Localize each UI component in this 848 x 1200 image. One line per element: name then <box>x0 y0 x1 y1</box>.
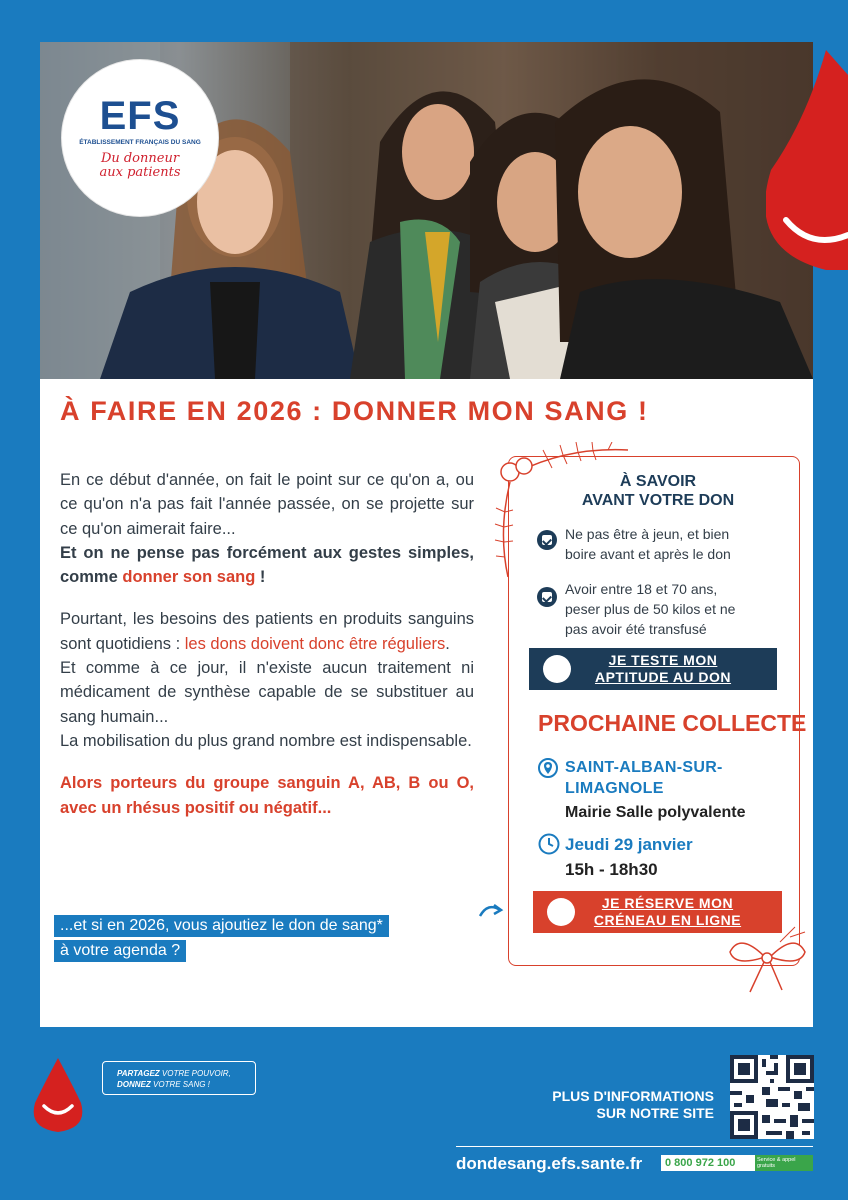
paragraph-intro: En ce début d'année, on fait le point sur ce qu'on a, ou ce qu'on n'a pas fait l'année passée, on se projette sur ce qu'on aimerait faire... <box>60 471 474 538</box>
cursor-click-icon <box>547 898 575 926</box>
arrow-right-icon <box>478 900 504 922</box>
box-title: À SAVOIR AVANT VOTRE DON <box>581 473 735 509</box>
paragraph-simple-gestures: Et on ne pense pas forcément aux gestes simples, comme donner son sang ! <box>60 543 474 587</box>
blood-drop-icon <box>766 50 848 270</box>
test-aptitude-button[interactable]: JE TESTE MON APTITUDE AU DON <box>529 648 777 690</box>
body-text <box>60 468 474 820</box>
location-pin-icon <box>538 758 558 778</box>
page-title: À FAIRE EN 2026 : DONNER MON SANG ! <box>60 396 649 426</box>
highlight-line-1: ...et si en 2026, vous ajoutiez le don de sang* <box>54 915 389 937</box>
reserve-slot-button[interactable]: JE RÉSERVE MON CRÉNEAU EN LIGNE <box>533 891 782 933</box>
logo-tagline: Du donneur aux patients <box>99 151 181 180</box>
check-item-1: Ne pas être à jeun, et bien boire avant et après le don <box>565 526 731 562</box>
hero-photo <box>40 42 813 379</box>
more-info-label: PLUS D'INFORMATIONS SUR NOTRE SITE <box>552 1088 714 1121</box>
website-link[interactable]: dondesang.efs.sante.fr <box>456 1154 643 1173</box>
efs-logo[interactable] <box>62 60 218 216</box>
check-icon <box>537 587 557 607</box>
share-speech-bubble: PARTAGEZ VOTRE POUVOIR, DONNEZ VOTRE SANG ! <box>102 1061 256 1095</box>
bow-decoration <box>720 922 815 997</box>
logo-subtitle: ÉTABLISSEMENT FRANÇAIS DU SANG <box>79 139 201 146</box>
paragraph-no-substitute: Et comme à ce jour, il n'existe aucun traitement ni médicament de synthèse capable de se substituer au sang humain... <box>60 659 474 726</box>
collection-date: Jeudi 29 janvier <box>565 835 693 854</box>
blood-drop-logo-icon <box>32 1058 84 1134</box>
next-collection-title: PROCHAINE COLLECTE <box>538 710 807 736</box>
clock-icon <box>538 833 560 855</box>
collection-place: SAINT-ALBAN-SUR- LIMAGNOLE <box>565 759 723 797</box>
qr-code[interactable] <box>730 1055 814 1139</box>
check-icon <box>537 530 557 550</box>
paragraph-blood-groups: Alors porteurs du groupe sanguin A, AB, B ou O, avec un rhésus positif ou négatif... <box>60 774 474 817</box>
phone-number[interactable]: 0 800 972 100 <box>661 1155 755 1171</box>
collection-time: 15h - 18h30 <box>565 860 658 879</box>
collection-venue: Mairie Salle polyvalente <box>565 804 746 821</box>
logo-efs-text: EFS <box>99 94 181 138</box>
check-item-2: Avoir entre 18 et 70 ans, peser plus de 50 kilos et ne pas avoir été transfusé <box>565 581 736 637</box>
paragraph-needs: Pourtant, les besoins des patients en produits sanguins sont quotidiens : les dons doivent donc être réguliers. <box>60 610 474 653</box>
cursor-click-icon <box>543 655 571 683</box>
highlight-line-2: à votre agenda ? <box>54 940 186 962</box>
footer-divider <box>456 1146 813 1147</box>
phone-service-tag: Service & appel gratuits <box>755 1155 813 1171</box>
paragraph-mobilisation: La mobilisation du plus grand nombre est indispensable. <box>60 731 472 750</box>
